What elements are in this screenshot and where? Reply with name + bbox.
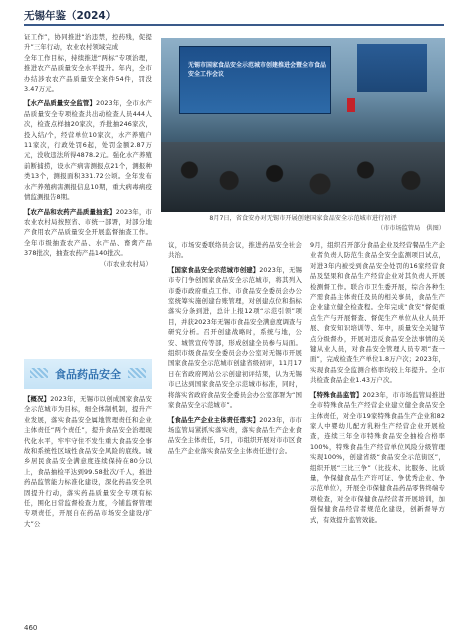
source-note: （市农业农村局） xyxy=(100,259,152,268)
column-1-bottom xyxy=(24,394,152,529)
running-header: 无锡年鉴（2024） xyxy=(24,10,117,22)
page-number: 460 xyxy=(24,624,38,632)
section-banner xyxy=(24,359,152,389)
section-body: 2023年，无锡市以创成国家食品安全示范城市为目标，细全体制机制，提升产业发展，落实食品安全属地管理责任和企业主体责任“两个责任”，提升食品安全治理现代化水平，牢牢守住不发生重大食品安全事故和系统性区域性食品安全风险的底线。城乡居民食品安全满意度连续保持在80分以上，食品抽检平达到99.58批次/千人，推进药品监管能力标准化建设，深化药品安全巩固提升行动，落实药品质量安全专项有标任，围化日常监督检查力度，今铺监督管理专项责任，开展自在药品市场安全建设/扩大”公 xyxy=(24,395,152,528)
paragraph: 议，市场安委联络员会议，推进药品安全社会共治。 xyxy=(168,241,302,260)
section-heading: 【食品生产企业主体责任落实】 xyxy=(168,415,260,424)
section-food-safety-city xyxy=(168,265,302,411)
column-3 xyxy=(310,240,445,525)
photo-caption xyxy=(161,214,445,234)
section-body: 2023年，全市水产品质量安全专项检查共出动检查人员444人次，检查点样抽20家次，乔批抽246家次，投入结/个，经营单位10家次，水产养殖户11家次，行政处罚6起，处罚金额2.87万元，没收违法所得4878.2元。强化水产养殖前断捕捞，设水产病害测报点21个，测报种类13个，测报面积331.72公顷。全年发布水产养殖病害测报信息10期，重大病毒病疫情监测报告8期。 xyxy=(24,99,153,202)
section-special-foods xyxy=(310,390,445,525)
section-body: 2023年，市市场监管局推进全市特殊食品生产经营企业建立健全食品安全主体责任，对全市19家特殊食品生产企业和82家人中婴幼儿配方乳粉生产经营企业开展检查，连续三年全市特殊食品安全抽检合格率100%，特殊食品生产经营单位风险分级管理实现100%，创建省级“食品安全示范街区”，组织开展“三比三争”（比技术、比服务、比质量，争保健食品生产许可证、争优秀企业、争示范单位），开展全市保健食品药品零售终端专项检查，对全市保健食品经营者开展培训，加强保健食品经营者规范化建设，创新督导方式，有效提升监管效能。 xyxy=(310,390,445,524)
flag xyxy=(347,98,355,112)
side-screen xyxy=(357,44,427,92)
section-body: 2023年，市市场监管局紧抓实落实责，落实食品生产企业食品安全主体责任，5月，市组织开展对市市区食品生产企业落实食品安全主体责任进行会。 xyxy=(168,415,302,455)
caption-text: 8月7日，省食安办对无锡市开展创建国家食品安全示范城市进行初评 xyxy=(209,215,397,222)
banner-title: 食品药品安全 xyxy=(55,368,121,381)
header-rule xyxy=(24,24,444,26)
section-body: 2023年，无锡市专门争创国家食品安全示范城市，将其列入市委市政府重点工作、市食品安全委员会办公室统筹实施创建台账管理，对创建点位和指标落实分条到进，总计上报12项“示范引领”项目，并获2023年无锡市食品安全满意度调查与研究分析。召开创建战略时，系统与地，公安、城管宣传等部，形成创建全员参与局面。组织市级食品安全委员会办公室对无锡市开展国家食品安全示范城市创建省级初评，11月17日在省政府网站公示创建初评结果，认为无锡市已达到国家食品安全示范城市标准，同时，将落实省政府食品安全委员会办公室部署为“国家食品安全示范城市”。 xyxy=(168,265,302,410)
caption-credit: （市市场监管局 供图） xyxy=(376,225,445,232)
screen-text: 无锡市国家食品安全示范城市创建推进会暨全市食品安全工作会议 xyxy=(188,62,327,78)
section-heading: 【农产品和农药产品质量抽查】 xyxy=(24,207,116,216)
section-body: 2023年，市农业农村局按照省、市统一部署，对部分地产食用农产品质量安全开展监督抽查工作。全年市级抽查农产品、水产品、畜禽产品378批次，抽查农药产品140批次。 xyxy=(24,207,152,258)
section-heading: 【国家食品安全示范城市创建】 xyxy=(168,265,260,274)
section-aquatic-products xyxy=(24,98,152,202)
column-1-top xyxy=(24,32,152,269)
section-heading: 【水产品质量安全监管】 xyxy=(24,99,97,108)
audience xyxy=(161,142,445,212)
section-heading: 【概况】 xyxy=(24,395,51,403)
paragraph: 9月，组织召开部分食品企业及经营餐品生产企业者负责人防范生食品全安全监测项目试点，对进3年内被受到食品安全处罚的16家经营食品及坚果和食品生产经营企业对其负责人开展检测督工作。联合市卫生委开展，综合各种生产需食品主体责任及员的相关事员，食品生产企业建立健全检查程。全年完成“食安”督促重点生产与开展督查、督促生产单位从业人员开展、食安知识培训等、年中，质量安全关键节点分级督办，开展对违反食品安全法事情的关键从业人员，对食品安全管理人员专项“查一面”，完成检查生产单位1.8万户次；2023年，实现食品安全监测合格率均较上年提升。全市共检查食品企业1.43万户次。 xyxy=(310,241,445,385)
section-heading: 【特殊食品监管】 xyxy=(310,390,363,399)
section-agri-sampling xyxy=(24,207,152,269)
column-2 xyxy=(168,240,302,456)
conference-photo xyxy=(161,38,445,212)
section-overview xyxy=(24,394,152,529)
projection-screen xyxy=(179,46,331,114)
paragraph: 全年工作目标，持续推进“两标”专项治理，推进农产品质量安全水平提升。年内，全市办结涉农农产品质量安全案件54件，罚没3.47万元。 xyxy=(24,53,152,94)
paragraph: 证工作”，协同推进“治违禁，控药残，促提升”三年行动，农业农村领域完成 xyxy=(24,33,152,52)
section-producer-responsibility xyxy=(168,415,302,457)
banner-ornament-right xyxy=(128,368,146,378)
